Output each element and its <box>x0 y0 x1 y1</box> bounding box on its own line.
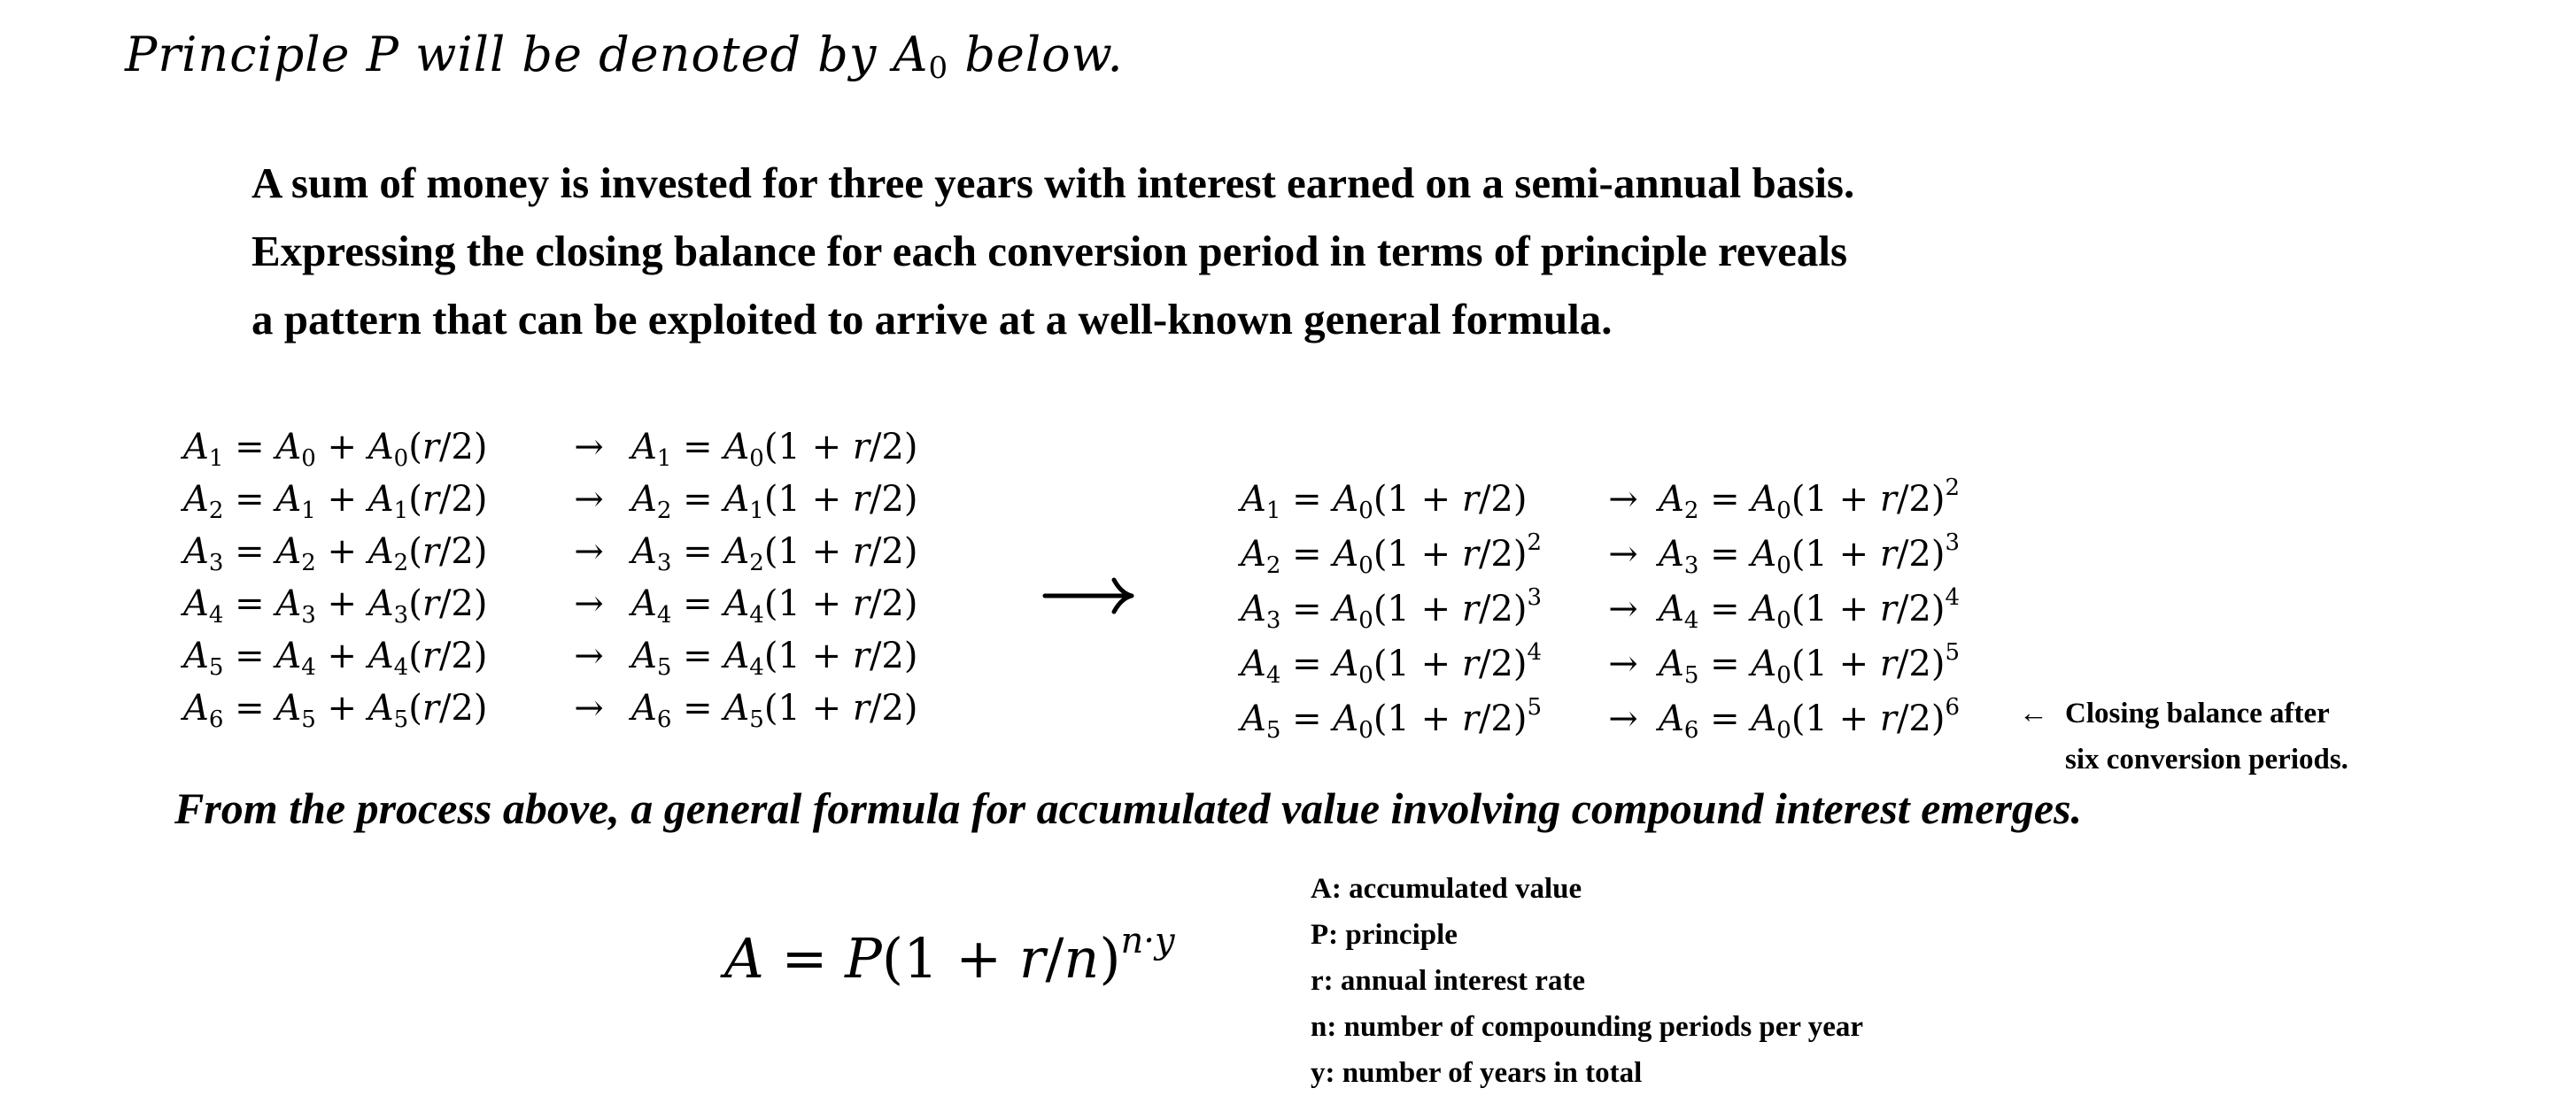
compound-interest-formula: $A = P(1 + r/n)^{n\cdot y}$ <box>724 921 1175 991</box>
equation-row <box>183 683 917 735</box>
right-arrow-icon: → <box>574 427 604 467</box>
equation-rhs: $A_3 = A_2(1 + r/2)$ <box>631 531 918 576</box>
equation-row <box>183 630 917 683</box>
equation-rhs: $A_5 = A_0(1 + r/2)^5$ <box>1659 639 1961 689</box>
left-arrow-icon: ← <box>2019 698 2048 729</box>
formula-p: P <box>845 926 882 991</box>
equation-rhs: $A_1 = A_0(1 + r/2)$ <box>631 427 918 472</box>
recursive-equations-block <box>183 421 917 735</box>
equation-row <box>183 526 917 578</box>
equation-lhs: $A_5 = A_0(1 + r/2)^5$ <box>1241 694 1543 744</box>
equation-rhs: $A_2 = A_1(1 + r/2)$ <box>631 479 918 524</box>
conclusion-text: From the process above, a general formula for accumulated value involving compound interest emerges. <box>174 783 2083 833</box>
equation-lhs: $A_3 = A_0(1 + r/2)^3$ <box>1241 584 1543 634</box>
equation-lhs: $A_4 = A_0(1 + r/2)^4$ <box>1241 639 1543 689</box>
right-arrow-icon: → <box>1608 699 1638 739</box>
title-symbol-p: P <box>366 27 400 82</box>
title-text-middle: will be denoted by <box>399 27 893 82</box>
equation-row <box>183 578 917 630</box>
right-arrow-icon: → <box>1608 644 1638 684</box>
equation-lhs: $A_2 = A_0(1 + r/2)^2$ <box>1241 529 1543 579</box>
long-right-arrow-icon <box>1036 556 1138 636</box>
title-symbol-a: A <box>893 27 929 82</box>
right-arrow-icon: → <box>574 531 604 572</box>
intro-line-3: a pattern that can be exploited to arrive at a well-known general formula. <box>251 295 1613 343</box>
equation-row <box>1241 460 1961 524</box>
formula-a: A <box>724 926 764 991</box>
right-arrow-icon: → <box>574 636 604 676</box>
equation-row <box>183 421 917 474</box>
equation-lhs: $A_4 = A_3 + A_3(r/2)$ <box>183 583 488 629</box>
title-text-after: below. <box>948 27 1124 82</box>
right-arrow-icon: → <box>574 688 604 729</box>
closed-form-equations-block <box>1241 460 1961 744</box>
right-arrow-icon: → <box>1608 534 1638 575</box>
note-line-1: Closing balance after <box>2065 698 2330 729</box>
page-title <box>125 27 1124 86</box>
legend-item: n: number of compounding periods per year <box>1311 1011 1864 1043</box>
equation-lhs: $A_1 = A_0 + A_0(r/2)$ <box>183 427 488 472</box>
equation-lhs: $A_2 = A_1 + A_1(r/2)$ <box>183 479 488 524</box>
equation-rhs: $A_2 = A_0(1 + r/2)^2$ <box>1659 475 1961 524</box>
equation-row <box>183 474 917 526</box>
legend-item: y: number of years in total <box>1311 1057 1643 1089</box>
legend-item: r: annual interest rate <box>1311 965 1586 997</box>
closing-balance-note <box>2019 691 2348 783</box>
title-text-before: Principle <box>125 27 367 82</box>
note-line-2: six conversion periods. <box>2065 744 2348 776</box>
legend-item: P: principle <box>1311 919 1458 951</box>
right-arrow-icon: → <box>1608 589 1638 629</box>
right-arrow-icon: → <box>574 479 604 520</box>
equation-lhs: $A_6 = A_5 + A_5(r/2)$ <box>183 688 488 733</box>
equation-rhs: $A_4 = A_4(1 + r/2)$ <box>631 583 918 629</box>
equation-rhs: $A_6 = A_5(1 + r/2)$ <box>631 688 918 733</box>
right-arrow-icon: → <box>1608 479 1638 520</box>
equation-rhs: $A_4 = A_0(1 + r/2)^4$ <box>1659 584 1961 634</box>
equation-rhs: $A_3 = A_0(1 + r/2)^3$ <box>1659 529 1961 579</box>
variable-legend <box>1311 866 1863 1096</box>
equation-lhs: $A_5 = A_4 + A_4(r/2)$ <box>183 636 488 681</box>
formula-exponent: n·y <box>1120 921 1175 961</box>
title-symbol-a-subscript: 0 <box>928 50 949 86</box>
intro-line-2: Expressing the closing balance for each conversion period in terms of principle reveals <box>251 227 1848 275</box>
intro-line-1: A sum of money is invested for three years with interest earned on a semi-annual basis. <box>251 158 1855 207</box>
intro-paragraph <box>251 149 1854 353</box>
equation-rhs: $A_5 = A_4(1 + r/2)$ <box>631 636 918 681</box>
right-arrow-icon: → <box>574 583 604 624</box>
legend-item: A: accumulated value <box>1311 873 1582 905</box>
equation-lhs: $A_1 = A_0(1 + r/2)$ <box>1241 479 1528 524</box>
equation-lhs: $A_3 = A_2 + A_2(r/2)$ <box>183 531 488 576</box>
equation-rhs: $A_6 = A_0(1 + r/2)^6$ <box>1659 694 1961 744</box>
